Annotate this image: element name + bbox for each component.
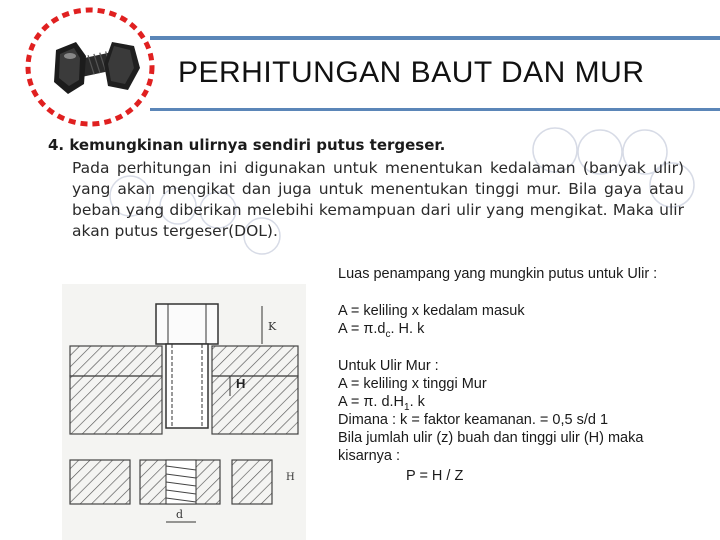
figure-label-k: K [268, 320, 277, 333]
section-heading: 4. kemungkinan ulirnya sendiri putus tergeser. [48, 136, 446, 154]
formula-line-8: Bila jumlah ulir (z) buah dan tinggi ulir (H) maka [338, 430, 644, 446]
formula-line-2: A = keliling x kedalam masuk [338, 303, 525, 319]
formula-line-5: A = keliling x tinggi Mur [338, 376, 487, 392]
formula-line-7: Dimana : k = faktor keamanan. = 0,5 s/d 1 [338, 412, 609, 428]
page-title: PERHITUNGAN BAUT DAN MUR [178, 56, 645, 89]
figure-label-h-small: H [286, 472, 295, 483]
bolt-joint-figure [62, 284, 306, 540]
formula-line-4: Untuk Ulir Mur : [338, 358, 439, 374]
formula-line-9: kisarnya : [338, 448, 401, 464]
formula-line-3: $A = \pi.d_c$. H. k [338, 321, 425, 340]
figure-label-d: d [176, 508, 184, 521]
formula-line-6: A = π. $d.H_1$. k [338, 394, 425, 413]
bolt-nut-icon [24, 6, 156, 128]
formula-line-1: Luas penampang yang mungkin putus untuk Ulir : [338, 266, 658, 282]
section-paragraph: Pada perhitungan ini digunakan untuk menentukan kedalaman (banyak ulir) yang akan mengikat dan juga untuk menentukan tinggi mur. Bila gaya atau beban yang diberikan melebihi kemampuan dari ulir yang mengikat. Maka ulir akan putus tergeser(DOL). [72, 159, 684, 240]
formula-line-10: P = H / Z [406, 468, 464, 484]
figure-label-H: H [236, 376, 246, 391]
